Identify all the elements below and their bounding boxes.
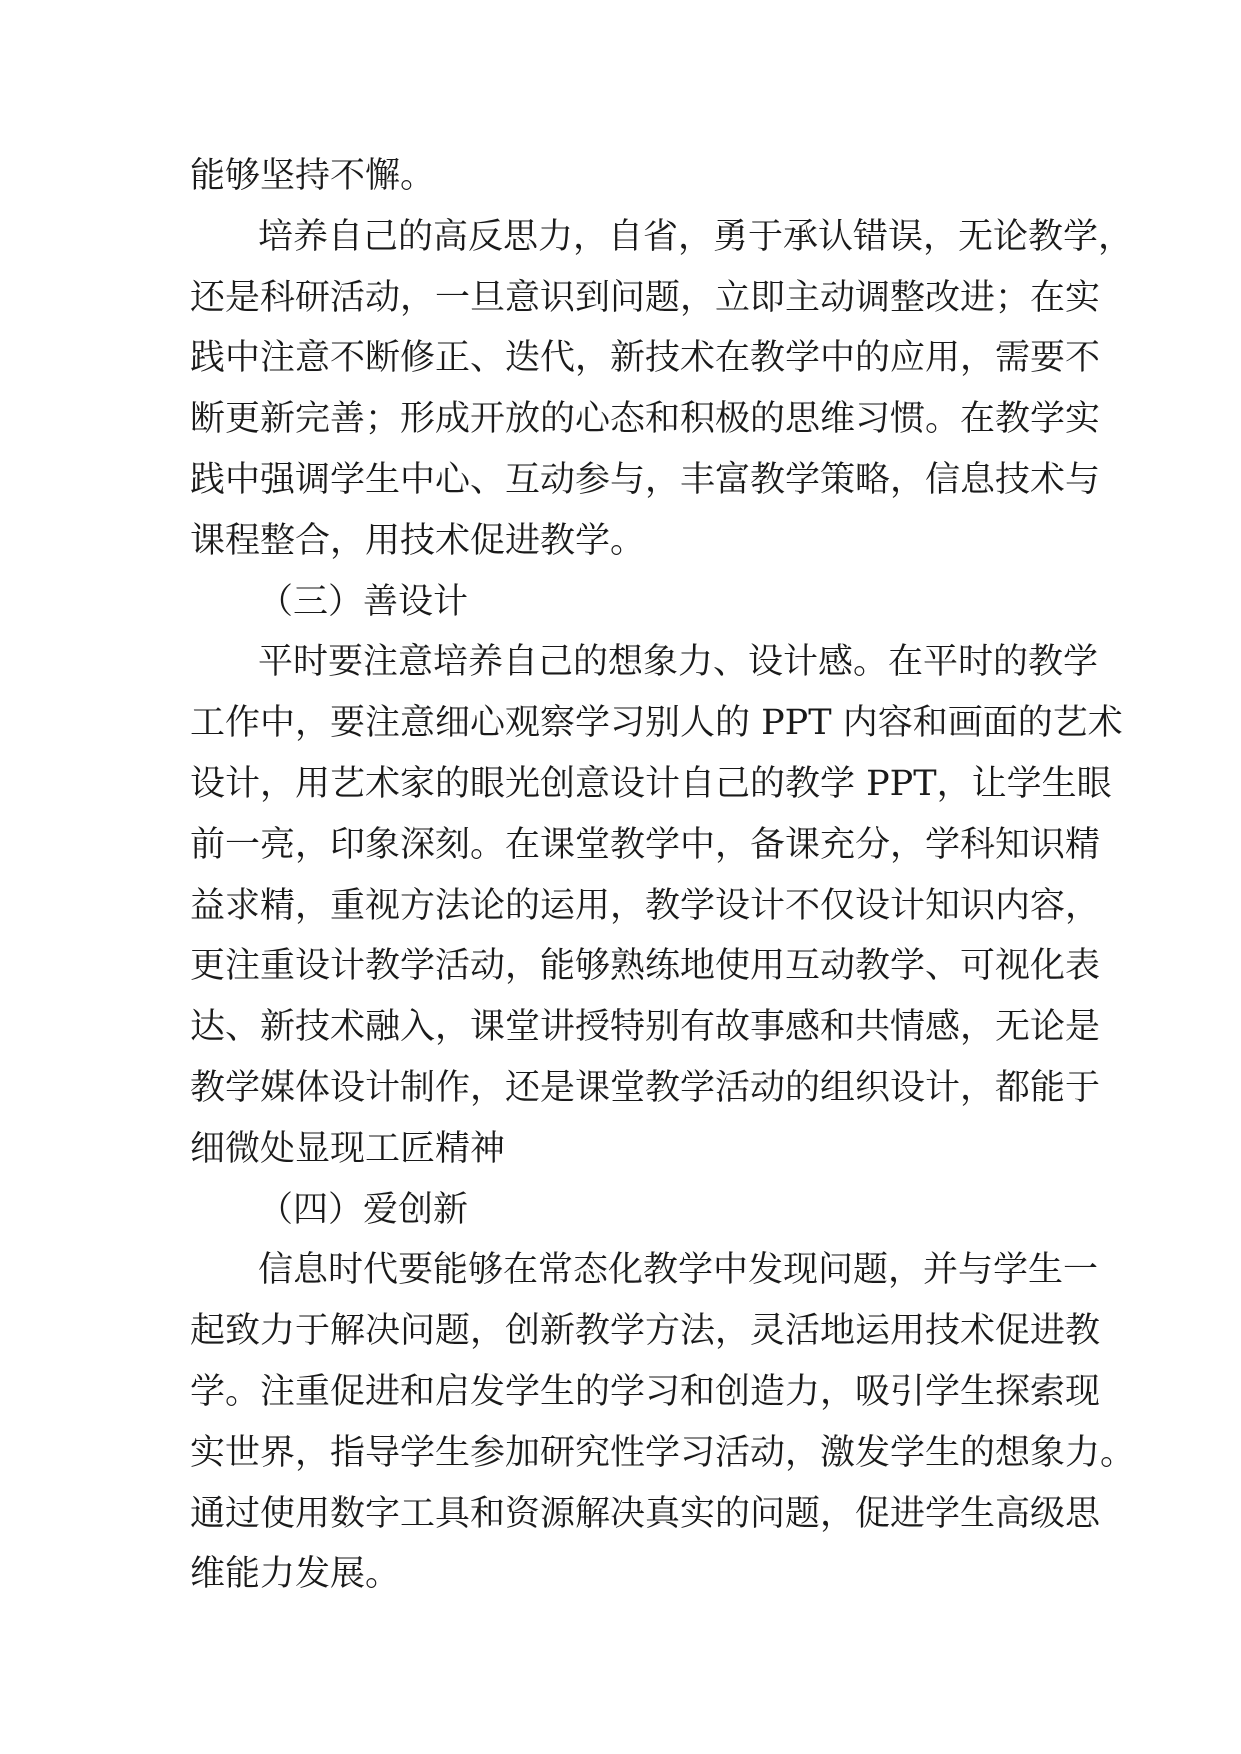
paragraph-first-line: 平时要注意培养自己的想象力、设计感。在平时的教学 (258, 642, 1099, 683)
text-line: 达、新技术融入，课堂讲授特别有故事感和共情感，无论是 (190, 1007, 1101, 1048)
text-line: 更注重设计教学活动，能够熟练地使用互动教学、可视化表 (190, 946, 1101, 987)
text-line: 能够坚持不懈。 (190, 156, 436, 196)
text-line: 断更新完善；形成开放的心态和积极的思维习惯。在教学实 (190, 399, 1101, 440)
text-line: 起致力于解决问题，创新教学方法，灵活地运用技术促进教 (190, 1311, 1101, 1352)
text-line: 工作中，要注意细心观察学习别人的 PPT 内容和画面的艺术 (190, 703, 1123, 744)
text-line: 前一亮，印象深刻。在课堂教学中，备课充分，学科知识精 (190, 824, 1101, 865)
text-line: 实世界，指导学生参加研究性学习活动，激发学生的想象力。 (190, 1432, 1136, 1473)
text-line: 通过使用数字工具和资源解决真实的问题，促进学生高级思 (190, 1493, 1101, 1534)
text-line: 还是科研活动，一旦意识到问题，立即主动调整改进；在实 (190, 277, 1101, 318)
text-line: 践中注意不断修正、迭代，新技术在教学中的应用，需要不 (190, 338, 1101, 379)
section-heading: （三）善设计 (258, 581, 469, 622)
paragraph-first-line: 信息时代要能够在常态化教学中发现问题，并与学生一 (258, 1250, 1099, 1291)
text-line: 践中强调学生中心、互动参与，丰富教学策略，信息技术与 (190, 459, 1101, 500)
text-line: 设计，用艺术家的眼光创意设计自己的教学 PPT，让学生眼 (190, 763, 1112, 804)
text-line: 维能力发展。 (190, 1554, 401, 1595)
paragraph-first-line: 培养自己的高反思力，自省，勇于承认错误，无论教学， (258, 216, 1134, 257)
text-line: 益求精，重视方法论的运用，教学设计不仅设计知识内容， (190, 885, 1101, 926)
text-line: 教学媒体设计制作，还是课堂教学活动的组织设计，都能于 (190, 1067, 1101, 1108)
text-line: 课程整合，用技术促进教学。 (190, 520, 646, 561)
text-line: 学。注重促进和启发学生的学习和创造力，吸引学生探索现 (190, 1371, 1101, 1412)
section-heading: （四）爱创新 (258, 1189, 469, 1230)
text-line: 细微处显现工匠精神 (190, 1128, 506, 1169)
body-text (190, 146, 1136, 1605)
